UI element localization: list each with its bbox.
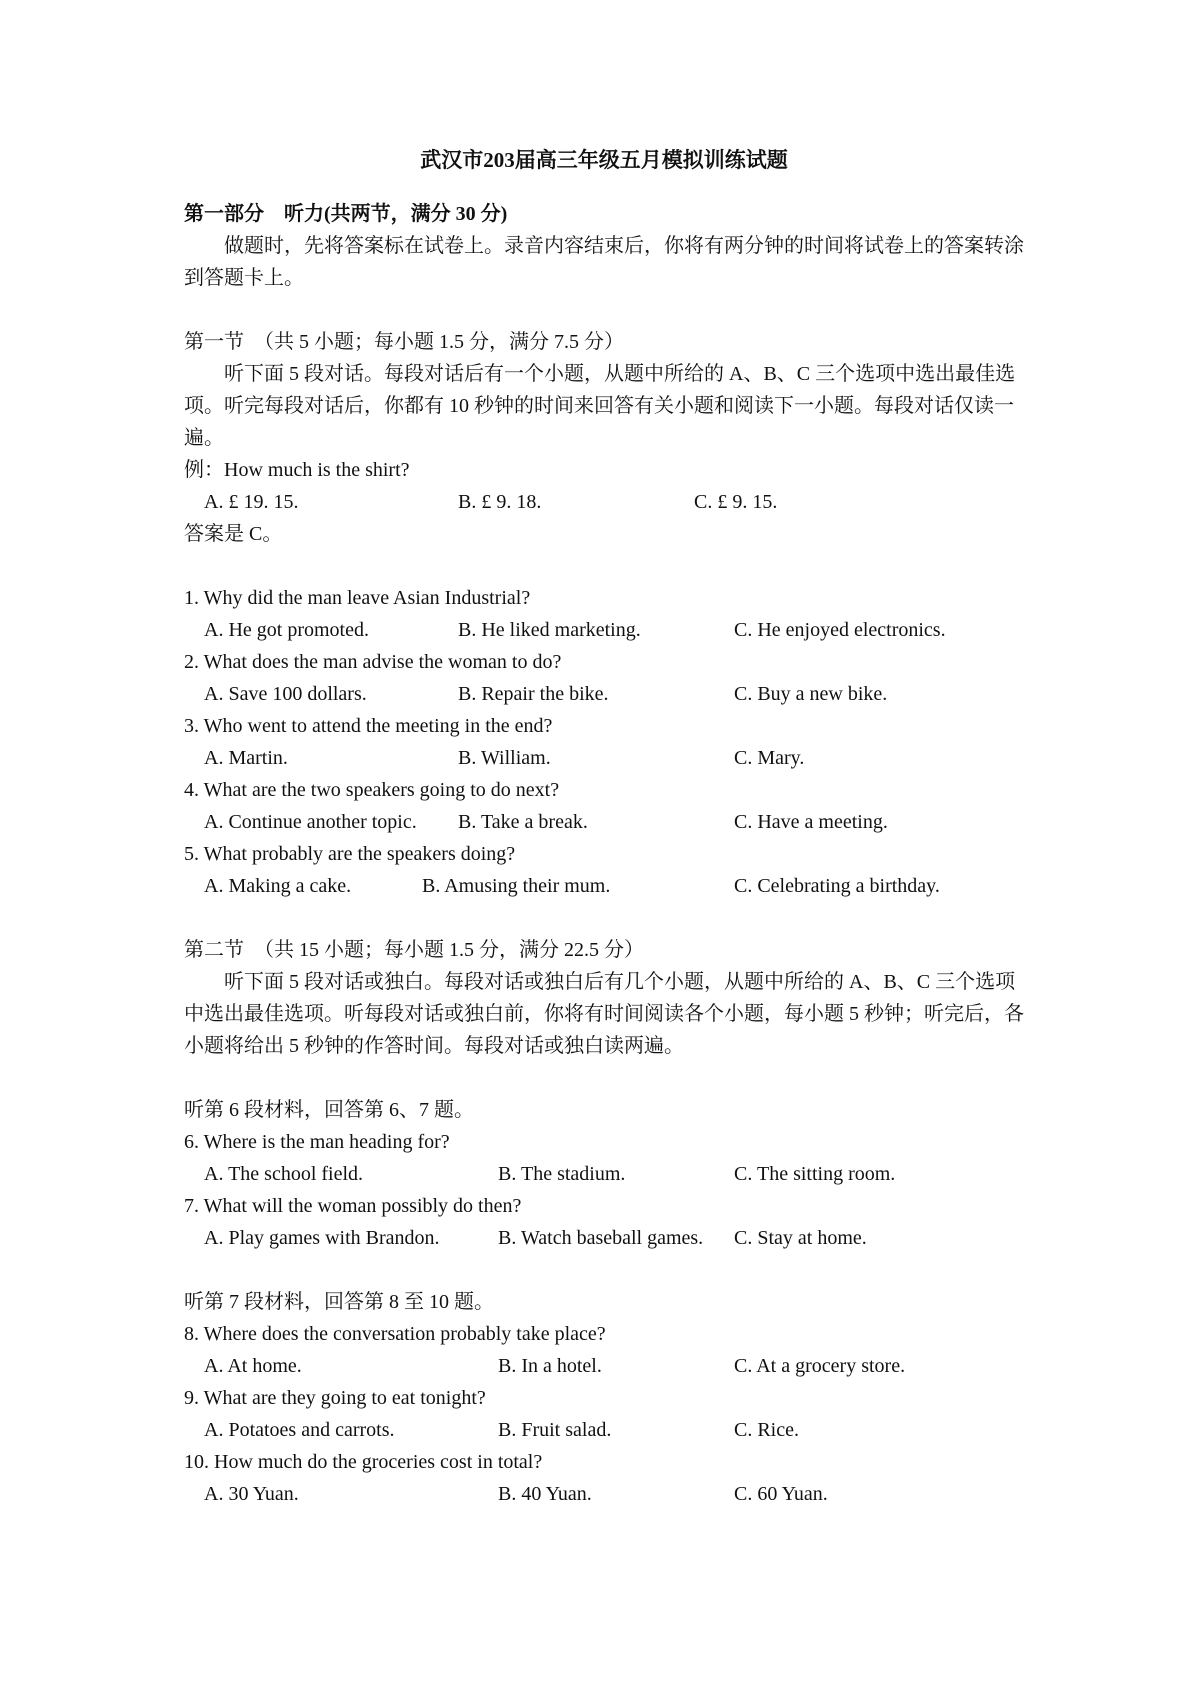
option-c: C. Mary. xyxy=(734,747,805,769)
option-b: B. The stadium. xyxy=(498,1163,626,1185)
spacer xyxy=(184,902,1024,934)
spacer xyxy=(184,1254,1024,1286)
question-3: 3. Who went to attend the meeting in the end? xyxy=(184,715,553,737)
option-c: C. Have a meeting. xyxy=(734,811,888,833)
section2-heading: 第二节 （共 15 小题；每小题 1.5 分，满分 22.5 分） xyxy=(184,939,644,961)
spacer xyxy=(184,294,1024,326)
question-7: 7. What will the woman possibly do then? xyxy=(184,1195,522,1217)
question-5: 5. What probably are the speakers doing? xyxy=(184,843,516,865)
option-b: B. Fruit salad. xyxy=(498,1419,612,1441)
option-b: B. Amusing their mum. xyxy=(422,875,611,897)
example-options xyxy=(184,486,1024,518)
option-b: B. Take a break. xyxy=(458,811,588,833)
question-9-options xyxy=(184,1414,1024,1446)
question-1: 1. Why did the man leave Asian Industrial? xyxy=(184,587,531,609)
question-6-options xyxy=(184,1158,1024,1190)
question-2-options xyxy=(184,678,1024,710)
option-c: C. The sitting room. xyxy=(734,1163,896,1185)
question-6: 6. Where is the man heading for? xyxy=(184,1131,450,1153)
option-c: C. 60 Yuan. xyxy=(734,1483,828,1505)
option-a: A. Save 100 dollars. xyxy=(204,683,367,705)
option-a: A. 30 Yuan. xyxy=(204,1483,299,1505)
question-8: 8. Where does the conversation probably take place? xyxy=(184,1323,606,1345)
option-b: B. Repair the bike. xyxy=(458,683,609,705)
spacer xyxy=(184,550,1024,582)
page-content xyxy=(184,144,1024,1510)
question-10-options xyxy=(184,1478,1024,1510)
example-option-a: A. £ 19. 15. xyxy=(204,491,299,513)
exam-title: 武汉市203届高三年级五月模拟训练试题 xyxy=(420,148,788,172)
option-a: A. The school field. xyxy=(204,1163,364,1185)
part1-instruction: 做题时，先将答案标在试卷上。录音内容结束后，你将有两分钟的时间将试卷上的答案转涂到答题卡上。 xyxy=(184,235,1024,289)
question-10: 10. How much do the groceries cost in total? xyxy=(184,1451,543,1473)
question-7-options xyxy=(184,1222,1024,1254)
question-8-options xyxy=(184,1350,1024,1382)
question-4-options xyxy=(184,806,1024,838)
question-9: 9. What are they going to eat tonight? xyxy=(184,1387,486,1409)
option-b: B. He liked marketing. xyxy=(458,619,641,641)
part1-heading: 第一部分 听力(共两节，满分 30 分) xyxy=(184,203,508,225)
option-a: A. At home. xyxy=(204,1355,302,1377)
section2-instruction: 听下面 5 段对话或独白。每段对话或独白后有几个小题，从题中所给的 A、B、C 三个选项中选出最佳选项。听每段对话或独白前，你将有时间阅读各个小题，每小题 5 秒钟；听完后，各小题将给出 5 秒钟的作答时间。每段对话或独白读两遍。 xyxy=(184,971,1024,1057)
example-answer: 答案是 C。 xyxy=(184,523,283,545)
question-3-options xyxy=(184,742,1024,774)
option-c: C. Celebrating a birthday. xyxy=(734,875,940,897)
option-c: C. At a grocery store. xyxy=(734,1355,906,1377)
option-c: C. Stay at home. xyxy=(734,1227,867,1249)
option-a: A. Continue another topic. xyxy=(204,811,417,833)
spacer xyxy=(184,1062,1024,1094)
option-b: B. In a hotel. xyxy=(498,1355,602,1377)
option-a: A. Play games with Brandon. xyxy=(204,1227,440,1249)
group7-heading: 听第 7 段材料，回答第 8 至 10 题。 xyxy=(184,1291,494,1313)
example-question: 例：How much is the shirt? xyxy=(184,459,410,481)
option-c: C. Rice. xyxy=(734,1419,799,1441)
option-b: B. William. xyxy=(458,747,551,769)
example-option-b: B. £ 9. 18. xyxy=(458,491,542,513)
section1-instruction: 听下面 5 段对话。每段对话后有一个小题，从题中所给的 A、B、C 三个选项中选出最佳选项。听完每段对话后，你都有 10 秒钟的时间来回答有关小题和阅读下一小题。每段对话仅读一遍。 xyxy=(184,363,1016,449)
question-5-options xyxy=(184,870,1024,902)
question-4: 4. What are the two speakers going to do next? xyxy=(184,779,560,801)
group6-heading: 听第 6 段材料，回答第 6、7 题。 xyxy=(184,1099,474,1121)
option-a: A. Potatoes and carrots. xyxy=(204,1419,395,1441)
example-option-c: C. £ 9. 15. xyxy=(694,491,778,513)
option-c: C. He enjoyed electronics. xyxy=(734,619,946,641)
section1-heading: 第一节 （共 5 小题；每小题 1.5 分，满分 7.5 分） xyxy=(184,331,624,353)
option-a: A. He got promoted. xyxy=(204,619,369,641)
option-b: B. 40 Yuan. xyxy=(498,1483,592,1505)
option-a: A. Martin. xyxy=(204,747,288,769)
option-c: C. Buy a new bike. xyxy=(734,683,888,705)
question-2: 2. What does the man advise the woman to do? xyxy=(184,651,562,673)
question-1-options xyxy=(184,614,1024,646)
option-b: B. Watch baseball games. xyxy=(498,1227,704,1249)
option-a: A. Making a cake. xyxy=(204,875,352,897)
